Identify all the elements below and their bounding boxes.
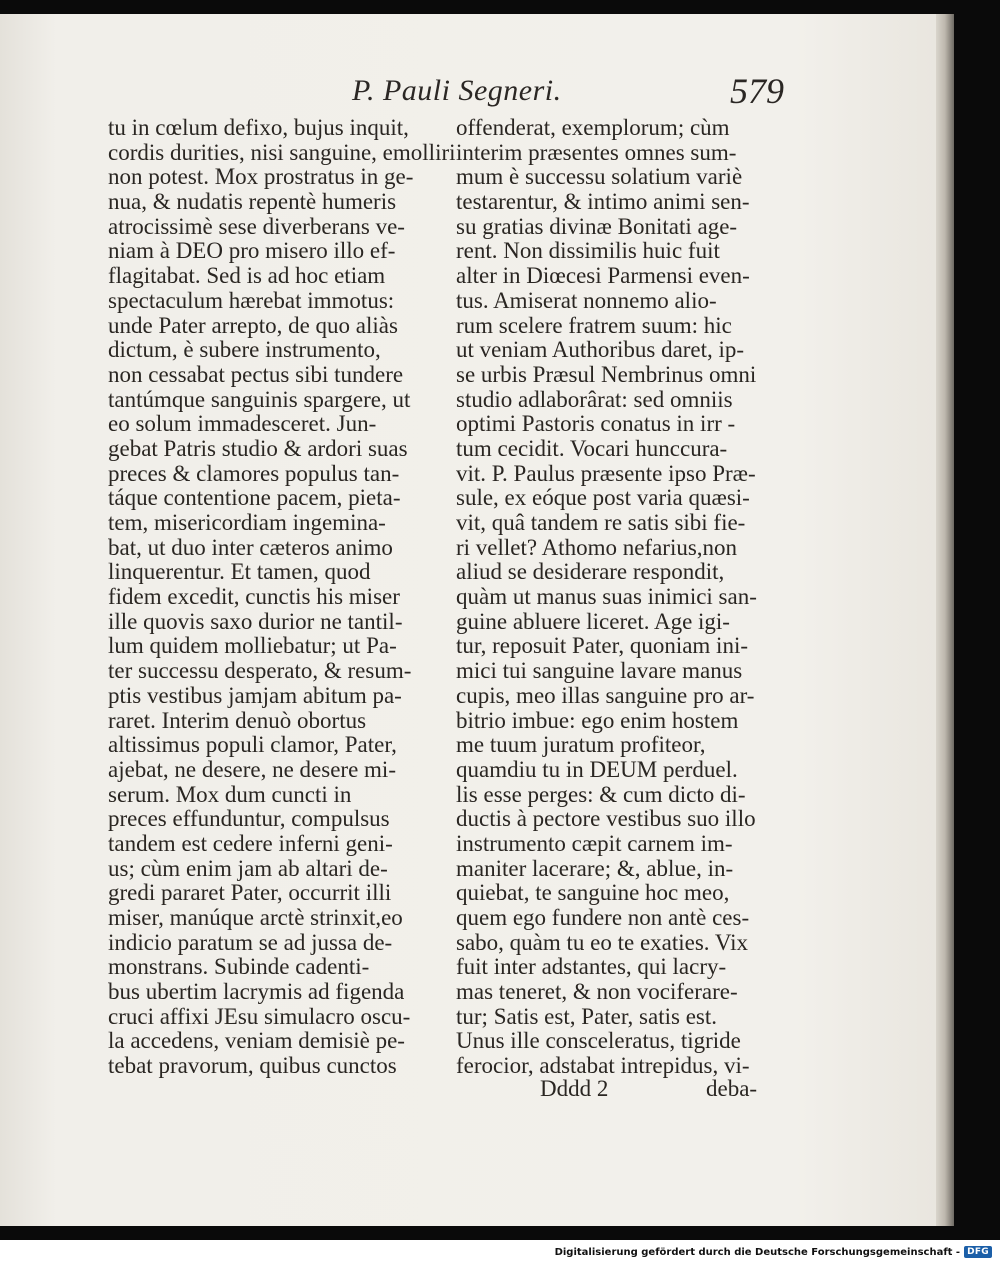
- text-line: cruci affixi JEsu simulacro oscu-: [108, 1003, 411, 1029]
- text-line: interim præsentes omnes sum-: [456, 139, 737, 165]
- text-line: atrocissimè sese diverberans ve-: [108, 213, 405, 239]
- text-line: mas teneret, & non vociferare-: [456, 979, 738, 1005]
- right-text-column: [456, 116, 780, 1079]
- text-line: tur; Satis est, Pater, satis est.: [456, 1003, 717, 1029]
- text-line: niam à DEO pro misero illo ef-: [108, 238, 396, 264]
- text-line: mici tui sanguine lavare manus: [456, 658, 743, 684]
- text-line: fidem excedit, cunctis his miser: [108, 584, 400, 610]
- text-line: eo solum immadesceret. Jun-: [108, 411, 377, 437]
- text-line: tur, reposuit Pater, quoniam ini-: [456, 633, 748, 659]
- text-line: tantúmque sanguinis spargere, ut: [108, 386, 411, 412]
- text-line: alter in Diœcesi Parmensi even-: [456, 263, 750, 289]
- text-line: quem ego fundere non antè ces-: [456, 905, 750, 930]
- catchword: deba-: [706, 1076, 758, 1101]
- text-line: ille quovis saxo durior ne tantil-: [108, 608, 403, 634]
- text-line: guine abluere liceret. Age igi-: [456, 608, 730, 634]
- page-number: 579: [730, 71, 784, 111]
- text-line: non potest. Mox prostratus in ge-: [108, 164, 414, 190]
- text-line: altissimus populi clamor, Pater,: [108, 732, 397, 758]
- text-line: cupis, meo illas sanguine pro ar-: [456, 682, 755, 708]
- text-line: offenderat, exemplorum; cùm: [456, 115, 730, 140]
- text-line: bat, ut duo inter cæteros animo: [108, 534, 393, 560]
- text-line: linquerentur. Et tamen, quod: [108, 559, 371, 585]
- text-line: unde Pater arrepto, de quo aliàs: [108, 312, 398, 338]
- text-line: testarentur, & intimo animi sen-: [456, 189, 750, 215]
- text-line: gebat Patris studio & ardori suas: [108, 435, 408, 461]
- text-line: tus. Amiserat nonnemo alio-: [456, 287, 717, 313]
- text-line: rent. Non dissimilis huic fuit: [456, 238, 720, 264]
- text-line: preces effunduntur, compulsus: [108, 806, 390, 832]
- text-line: ajebat, ne desere, ne desere mi-: [108, 756, 396, 782]
- text-line: me tuum juratum profiteor,: [456, 732, 706, 758]
- text-line: bus ubertim lacrymis ad figenda: [108, 979, 405, 1005]
- text-line: vit. P. Paulus præsente ipso Præ-: [456, 460, 756, 486]
- text-line: lum quidem molliebatur; ut Pa-: [108, 633, 397, 659]
- signature-mark: Dddd 2: [540, 1076, 609, 1101]
- text-line: lis esse perges: & cum dicto di-: [456, 781, 746, 807]
- text-line: aliud se desiderare respondit,: [456, 559, 725, 585]
- text-line: flagitabat. Sed is ad hoc etiam: [108, 263, 386, 289]
- text-line: ter successu desperato, & resum-: [108, 658, 412, 684]
- text-line: ferocior, adstabat intrepidus, vi-: [456, 1053, 750, 1079]
- text-line: vit, quâ tandem re satis sibi fie-: [456, 510, 746, 535]
- text-line: tu in cœlum defixo, bujus inquit,: [108, 115, 409, 140]
- text-line: spectaculum hærebat immotus:: [108, 287, 395, 313]
- text-line: monstrans. Subinde cadenti-: [108, 954, 370, 980]
- text-line: sule, ex eóque post varia quæsi-: [456, 485, 750, 511]
- text-line: fuit inter adstantes, qui lacry-: [456, 954, 727, 980]
- text-line: nua, & nudatis repentè humeris: [108, 189, 397, 215]
- text-line: indicio paratum se ad jussa de-: [108, 929, 393, 955]
- text-line: miser, manúque arctè strinxit,eo: [108, 905, 403, 930]
- text-line: quàm ut manus suas inimici san-: [456, 584, 757, 610]
- text-line: serum. Mox dum cuncti in: [108, 781, 352, 807]
- page-edge: [936, 14, 954, 1226]
- text-line: preces & clamores populus tan-: [108, 460, 400, 486]
- left-text-column: [108, 115, 456, 1079]
- text-line: instrumento cæpit carnem im-: [456, 830, 733, 856]
- funding-footer: [555, 1244, 992, 1260]
- text-line: bitrio imbue: ego enim hostem: [456, 707, 739, 733]
- text-line: gredi pararet Pater, occurrit illi: [108, 880, 392, 906]
- footer-text: Digitalisierung gefördert durch die Deutsche Forschungsgemeinschaft -: [554, 1246, 961, 1258]
- text-line: tandem est cedere inferni geni-: [108, 830, 393, 856]
- text-line: dictum, è subere instrumento,: [108, 337, 381, 363]
- text-line: ri vellet? Athomo nefarius,non: [456, 534, 738, 560]
- text-line: tebat pravorum, quibus cunctos: [108, 1053, 397, 1079]
- text-line: us; cùm enim jam ab altari de-: [108, 855, 388, 881]
- text-line: cordis durities, nisi sanguine, emolliri: [108, 139, 456, 165]
- text-line: quamdiu tu in DEUM perduel.: [456, 756, 738, 782]
- text-line: tem, misericordiam ingemina-: [108, 510, 386, 535]
- text-line: maniter lacerare; &, ablue, in-: [456, 855, 734, 881]
- text-line: ptis vestibus jamjam abitum pa-: [108, 682, 402, 708]
- text-line: la accedens, veniam demisiè pe-: [108, 1028, 405, 1054]
- text-line: non cessabat pectus sibi tundere: [108, 361, 404, 387]
- text-line: raret. Interim denuò obortus: [108, 707, 367, 733]
- text-line: ut veniam Authoribus daret, ip-: [456, 337, 745, 363]
- running-header: P. Pauli Segneri.: [352, 74, 562, 107]
- text-line: optimi Pastoris conatus in irr -: [456, 411, 736, 437]
- dfg-logo-icon: DFG: [964, 1246, 992, 1258]
- text-line: ductis à pectore vestibus suo illo: [456, 806, 756, 832]
- text-line: rum scelere fratrem suum: hic: [456, 312, 732, 338]
- text-line: Unus ille consceleratus, tigride: [456, 1028, 741, 1054]
- text-line: se urbis Præsul Nembrinus omni: [456, 361, 757, 387]
- text-line: tum cecidit. Vocari hunccura-: [456, 435, 728, 461]
- text-line: mum è successu solatium variè: [456, 164, 743, 190]
- text-line: studio adlaborârat: sed omniis: [456, 386, 733, 412]
- text-line: táque contentione pacem, pieta-: [108, 485, 401, 511]
- text-line: sabo, quàm tu eo te exaties. Vix: [456, 929, 749, 955]
- text-line: quiebat, te sanguine hoc meo,: [456, 880, 730, 906]
- text-line: su gratias divinæ Bonitati age-: [456, 213, 738, 239]
